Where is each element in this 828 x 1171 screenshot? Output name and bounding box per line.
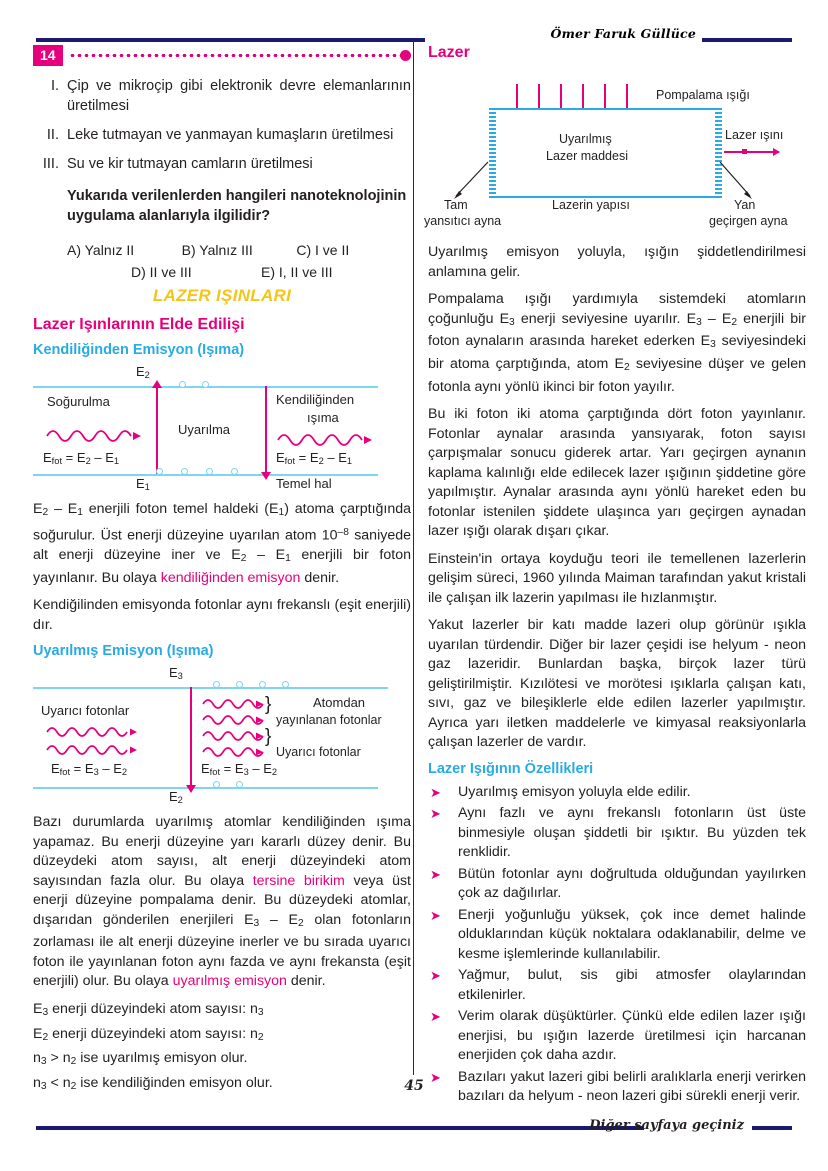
label-kendiliginden-isima-line2: ışıma (307, 410, 339, 425)
footer-note: Diğer sayfaya geçiniz (589, 1118, 744, 1133)
bullet-text: Bazıları yakut lazeri gibi belirli aralıklarla enerji verirken bazıları da helyum - neon lazeri gibi sürekli enerji verir. (458, 1068, 806, 1105)
formula-efot-left: $E_{fot} = E_2 - E_1$ (43, 450, 120, 467)
photon-wave-emitted-icon (201, 711, 269, 727)
answer-choice-b[interactable]: B) Yalnız III (181, 242, 253, 258)
absorption-transition-line (156, 386, 158, 474)
unit-title: LAZER IŞINLARI (152, 286, 292, 305)
paragraph-photon-multiplication: Bu iki foton iki atoma çarptığında dört foton yayınlanır. Fotonlar aynalar arasında yansıyarak, foton sayısı çarpışmalar sonucu giderek artar. Yarı geçirgen aynanın kaplama kalınlığı elde edilecek lazer ışığının şiddetine göre yapılmıştır. Aynalar arasında aynı yönlü hareket eden bu fotonlar istenilen şiddete ulaşınca yarı geçirgen aynadan lazer ışığı olarak dışarı çıkar. (428, 406, 806, 540)
label-tam: Tam (444, 198, 468, 212)
roman-mark: III. (42, 156, 59, 172)
label-uyarilma: Uyarılma (178, 422, 231, 437)
emission-transition-line (265, 386, 267, 474)
list-item (428, 865, 806, 904)
formula-efot-right2: $E_{fot} = E_3 - E_2$ (201, 761, 278, 778)
formula-efot-left2: $E_{fot} = E_3 - E_2$ (51, 761, 128, 778)
stimulated-transition-line (190, 687, 192, 787)
arrow-bullet-icon: ➤ (430, 1009, 441, 1025)
electron-circle (213, 781, 220, 788)
label-lazer-maddesi: Lazer maddesi (546, 149, 628, 163)
right-column (424, 44, 806, 1109)
answer-choices-row-2 (33, 264, 411, 280)
header-rule-right (702, 38, 792, 42)
author-name: Ömer Faruk Güllüce (550, 26, 696, 41)
arrow-bullet-icon: ➤ (430, 784, 441, 800)
bullet-text: Uyarılmış emisyon yoluyla elde edilir. (458, 783, 691, 800)
answer-choice-a[interactable]: A) Yalnız II (67, 242, 135, 258)
paragraph-equal-frequency: Kendiğilinden emisyonda fotonlar aynı frekanslı (eşit enerjili) dır. (33, 597, 411, 633)
label-pompalama-isigi: Pompalama ışığı (656, 88, 750, 102)
formula-efot-right: $E_{fot} = E_2 - E_1$ (276, 450, 353, 467)
roman-mark: II. (46, 127, 59, 143)
paragraph-pumping-process: Pompalama ışığı yardımıyla sistemdeki atomların çoğunluğu $E_3$ enerji seviyesine uyarılır. $E_3 - E_2$ enerjili bir foton aynaların arasında hareket ederken $E_3$ seviyesindeki bir atoma çarptığında, atom $E_2$ seviyesine düşer ve gelen fotonla aynı yönlü ikinci bir foton yayılır. (428, 291, 806, 395)
subsection-heading-uyarilmis-emisyon: Uyarılmış Emisyon (Işıma) (33, 643, 214, 660)
question-header (33, 44, 411, 66)
list-item (33, 76, 411, 116)
label-atomdan: Atomdan (313, 695, 366, 711)
bullet-text: Verim olarak düşüktürler. Çünkü elde edilen lazer ışığı enerjisi, bu ışığın lazerde üretilmesi için harcanan enerjiden çok daha azdır. (458, 1008, 806, 1064)
answer-choices-row-1 (33, 242, 411, 258)
paragraph-spontaneous-emission: $E_2 - E_1$ enerjili foton temel haldeki $(E_1)$ atoma çarptığında soğurulur. Üst enerji düzeyine uyarılan atom $10^{-8}$ saniyede alt enerji düzeyine iner ve $E_2 - E_1$ enerjili bir foton yayınlanır. Bu olaya kendiliğinden emisyon denir. (33, 501, 412, 586)
energy-level-line-e2 (33, 787, 378, 789)
bullet-text: Enerji yoğunluğu yüksek, çok ince demet halinde olduklarından küçük noktalara odaklanabilir, delme ve kesme işlemlerinde kullanılabilir. (458, 906, 806, 962)
fact-line-n3-count: $E_3$ enerji düzeyindeki atom sayısı: $n_3$ (33, 1000, 264, 1019)
electron-circle (282, 681, 289, 688)
electron-circle (231, 468, 238, 475)
electron-circle (181, 468, 188, 475)
highlight-uyarilmis-emisyon: uyarılmış emisyon (172, 973, 287, 990)
label-temel-hal: Temel hal (276, 476, 332, 491)
label-uyarilmis: Uyarılmış (559, 132, 612, 146)
arrow-bullet-icon: ➤ (430, 806, 441, 822)
electron-circle (236, 781, 243, 788)
roman-numeral-list (33, 76, 411, 174)
label-lazer-isini: Lazer ışını (725, 128, 784, 142)
label-uyarici-fotonlar-left: Uyarıcı fotonlar (41, 703, 130, 719)
electron-circle (259, 681, 266, 688)
label-yansitici-ayna: yansıtıcı ayna (424, 214, 502, 228)
paragraph-population-inversion: Bazı durumlarda uyarılmış atomlar kendiliğinden ışıma yapamaz. Bu enerji düzeyine yarı kararlı düzey denir. Bu düzeydeki atom sayısı, alt enerji düzeyindeki atom sayısından fazla olur. Bu olaya tersine birikim veya üst enerji düzeyine pompalama denir. Bu düzeydeki atomlar, dışarıdan gönderilen enerjileri $E_3 - E_2$ olan fotonların zorlaması ile alt enerji düzeyine inerler ve bu sırada uyarıcı foton ile yayınlanan foton aynı fazda ve aynı frekansta (eşit enerjili) olur. Bu olaya uyarılmış emisyon denir. (33, 814, 411, 990)
electron-circle (202, 381, 209, 388)
fact-line-n2-count: $E_2$ enerji düzeyindeki atom sayısı: $n_2$ (33, 1025, 264, 1043)
laser-apparatus-diagram (424, 70, 806, 228)
spontaneous-emission-diagram (33, 364, 411, 494)
stimulated-emission-diagram (33, 665, 411, 805)
page-number: 45 (404, 1078, 424, 1094)
bullet-text: Aynı fazlı ve aynı frekanslı fotonların üst üste binmesiyle oluşan şiddetli bir ışıktır. Bu yüzden tek renklidir. (458, 805, 806, 861)
photon-wave-stimulating-icon (45, 723, 145, 739)
laser-properties-list (428, 783, 806, 1107)
label-kendiliginden-isima-line1: Kendiliğinden (276, 392, 355, 407)
label-e2: $E_2$ (136, 364, 150, 381)
paragraph-laser-types: Yakut lazerler bir katı madde lazeri olup görünür ışıkla uyarılan türdendir. Diğer bir lazer çeşidi ise helyum - neon gaz lazeridir. Bunlardan başka, birçok lazer türü geliştirilmiştir. Kızılötesi ve morötesi ışıklarla çalışan katı, sıvı, gaz ve bileşiklerle elde edilen lazerler yapılmıştır. Ayrıca yarı iletken maddelerle ve kimyasal reaksiyonlarla çalışan lazerler de vardır. (428, 617, 806, 751)
roman-text: Leke tutmayan ve yanmayan kumaşların üretilmesi (67, 127, 394, 143)
roman-mark: I. (50, 78, 59, 94)
highlight-tersine-birikim: tersine birikim (252, 872, 345, 889)
footer-rule-left (36, 1126, 644, 1130)
roman-text: Su ve kir tutmayan camların üretilmesi (67, 156, 313, 172)
photon-wave-emitted-icon (276, 428, 381, 448)
question-dotted-rule (69, 45, 411, 66)
answer-choice-c[interactable]: C) I ve II (296, 242, 350, 258)
brace-stimulating: } (265, 726, 272, 748)
label-yayinlanan-fotonlar: yayınlanan fotonlar (276, 713, 382, 728)
answer-choice-e[interactable]: E) I, II ve III (261, 264, 333, 280)
subsection-heading-lazer-isiginin-ozellikleri: Lazer Işığının Özellikleri (428, 760, 594, 777)
question-prompt: Yukarıda verilenlerden hangileri nanoteknolojinin uygulama alanlarıyla ilgilidir? (67, 188, 407, 224)
section-heading-lazer-elde-edilisi: Lazer Işınlarının Elde Edilişi (33, 316, 245, 333)
label-yan: Yan (734, 198, 756, 212)
list-item (33, 154, 411, 174)
energy-level-line-e3 (33, 687, 388, 689)
header-rule-left (36, 38, 425, 42)
highlight-kendiliginden-emisyon: kendiliğinden emisyon (160, 569, 301, 586)
arrow-bullet-icon: ➤ (430, 866, 441, 882)
photon-wave-emitted-icon (201, 727, 269, 743)
list-item (428, 966, 806, 1005)
arrow-bullet-icon: ➤ (430, 1069, 441, 1085)
list-item (33, 125, 411, 145)
arrow-bullet-icon: ➤ (430, 968, 441, 984)
list-item (428, 804, 806, 863)
answer-choice-d[interactable]: D) II ve III (131, 264, 192, 280)
roman-text: Çip ve mikroçip gibi elektronik devre elemanlarının üretilmesi (67, 78, 411, 114)
subsection-heading-kendiliginden-emisyon: Kendiliğinden Emisyon (Işıma) (33, 342, 245, 358)
dot-end-marker (400, 50, 411, 61)
page-footer (36, 1118, 792, 1140)
electron-circle (236, 681, 243, 688)
label-e3: $E_3$ (169, 665, 183, 682)
fact-line-spontaneous-condition: $n_3 < n_2$ ise kendiliğinden emisyon olur. (33, 1075, 273, 1093)
list-item (428, 906, 806, 965)
paragraph-einstein-history: Einstein'in ortaya koyduğu teori ile temellenen lazerlerin gelişim süreci, 1960 yılında Maiman tarafından yakut kristali ile çalışan ilk lazerin yapılması ile hızlanmıştır. (428, 550, 806, 606)
photon-wave-stimulating-icon (45, 741, 145, 757)
photon-wave-incoming-icon (45, 424, 150, 444)
label-sogurulma: Soğurulma (47, 394, 110, 409)
photon-wave-emitted-icon (201, 695, 269, 711)
brace-emitted: } (265, 694, 272, 716)
list-item (428, 783, 806, 803)
fact-line-stimulated-condition: $n_3 > n_2$ ise uyarılmış emisyon olur. (33, 1050, 248, 1068)
label-e1: $E_1$ (136, 476, 150, 493)
electron-circle (206, 468, 213, 475)
electron-circle (179, 381, 186, 388)
paragraph-amplification: Uyarılmış emisyon yoluyla, ışığın şiddetlendirilmesi anlamına gelir. (428, 244, 806, 280)
list-item (428, 1007, 806, 1066)
question-number-badge: 14 (33, 45, 63, 66)
bullet-text: Bütün fotonlar aynı doğrultuda olduğundan yayılırken çok az dağılırlar. (458, 865, 806, 902)
left-column (33, 44, 411, 1099)
label-uyarici-fotonlar-right: Uyarıcı fotonlar (276, 745, 361, 760)
photon-wave-emitted-icon (201, 743, 269, 759)
column-divider (413, 40, 414, 1075)
arrow-bullet-icon: ➤ (430, 907, 441, 923)
label-e2: $E_2$ (169, 789, 183, 806)
label-gecirgen-ayna: geçirgen ayna (709, 214, 788, 228)
label-lazerin-yapisi: Lazerin yapısı (552, 198, 630, 212)
electron-circle (156, 468, 163, 475)
electron-circle (213, 681, 220, 688)
bullet-text: Yağmur, bulut, sis gibi atmosfer olaylarından etkilenirler. (458, 967, 806, 1003)
footer-rule-right (752, 1126, 792, 1130)
section-heading-lazer: Lazer (428, 44, 470, 61)
